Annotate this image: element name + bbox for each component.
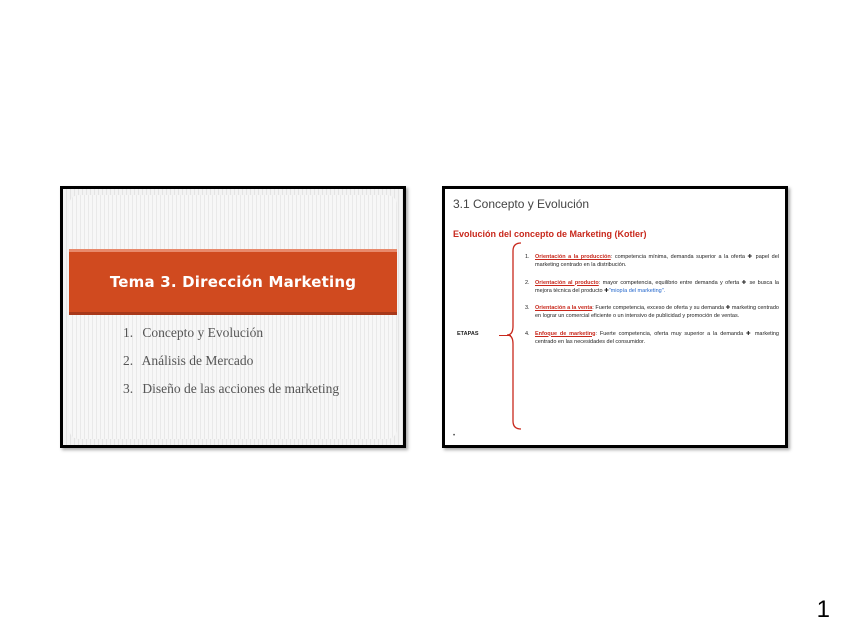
toc-item	[123, 353, 339, 369]
slide-heading: 3.1 Concepto y Evolución	[453, 197, 590, 211]
curly-brace-icon	[505, 241, 525, 431]
stage-label: Orientación a la producción	[535, 254, 611, 260]
stage-number: 4.	[525, 330, 530, 337]
stage-number: 1.	[525, 254, 530, 260]
toc-item-text: Análisis de Mercado	[141, 353, 254, 368]
page-number: 1	[816, 596, 830, 623]
table-of-contents	[123, 325, 339, 409]
toc-item	[123, 381, 339, 397]
stage-label: Enfoque de marketing	[535, 330, 596, 337]
slide-background	[69, 195, 397, 439]
etapas-label: ETAPAS	[457, 331, 479, 337]
stage-text: : Fuerte competencia, exceso de oferta y su demanda ✚ marketing centrado en lograr un comercial eficiente o un intensivo de publicidad y promoción de ventas.	[535, 305, 779, 320]
slide-subheading: Evolución del concepto de Marketing (Kotler)	[453, 229, 647, 239]
toc-item-number: 2.	[123, 353, 134, 368]
slide-thumbnail-title	[60, 186, 406, 448]
stage-item	[525, 330, 779, 347]
toc-item-number: 3.	[123, 381, 134, 396]
stage-text: : Fuerte competencia, oferta muy superior a la demanda ✚ marketing centrado en las necesidades del consumidor.	[535, 330, 779, 345]
stage-item	[525, 304, 779, 321]
slide-title: Tema 3. Dirección Marketing	[109, 273, 357, 291]
toc-item-text: Diseño de las acciones de marketing	[142, 381, 340, 396]
stage-number: 3.	[525, 305, 530, 311]
toc-item-text: Concepto y Evolución	[142, 325, 264, 340]
stage-item	[525, 279, 779, 296]
toc-item-number: 1.	[123, 325, 134, 340]
footer-mark: •	[453, 433, 456, 439]
slide-thumbnail-concept	[442, 186, 788, 448]
stage-text: : mayor competencia, equilibrio entre demanda y oferta ✚ se busca la mejora técnica del producto ✚	[535, 279, 779, 294]
stage-label: Orientación a la venta	[535, 305, 593, 311]
stage-text: : competencia mínima, demanda superior a la oferta ✚ papel del marketing centrado en la distribución.	[535, 254, 779, 269]
stage-item	[525, 253, 779, 270]
evolution-stages-list	[525, 253, 779, 355]
stage-label: Orientación al producto	[535, 279, 599, 286]
toc-item	[123, 325, 339, 341]
title-band	[69, 249, 397, 315]
stage-number: 2.	[525, 279, 530, 286]
stage-highlight: "miopía del marketing".	[608, 287, 666, 294]
